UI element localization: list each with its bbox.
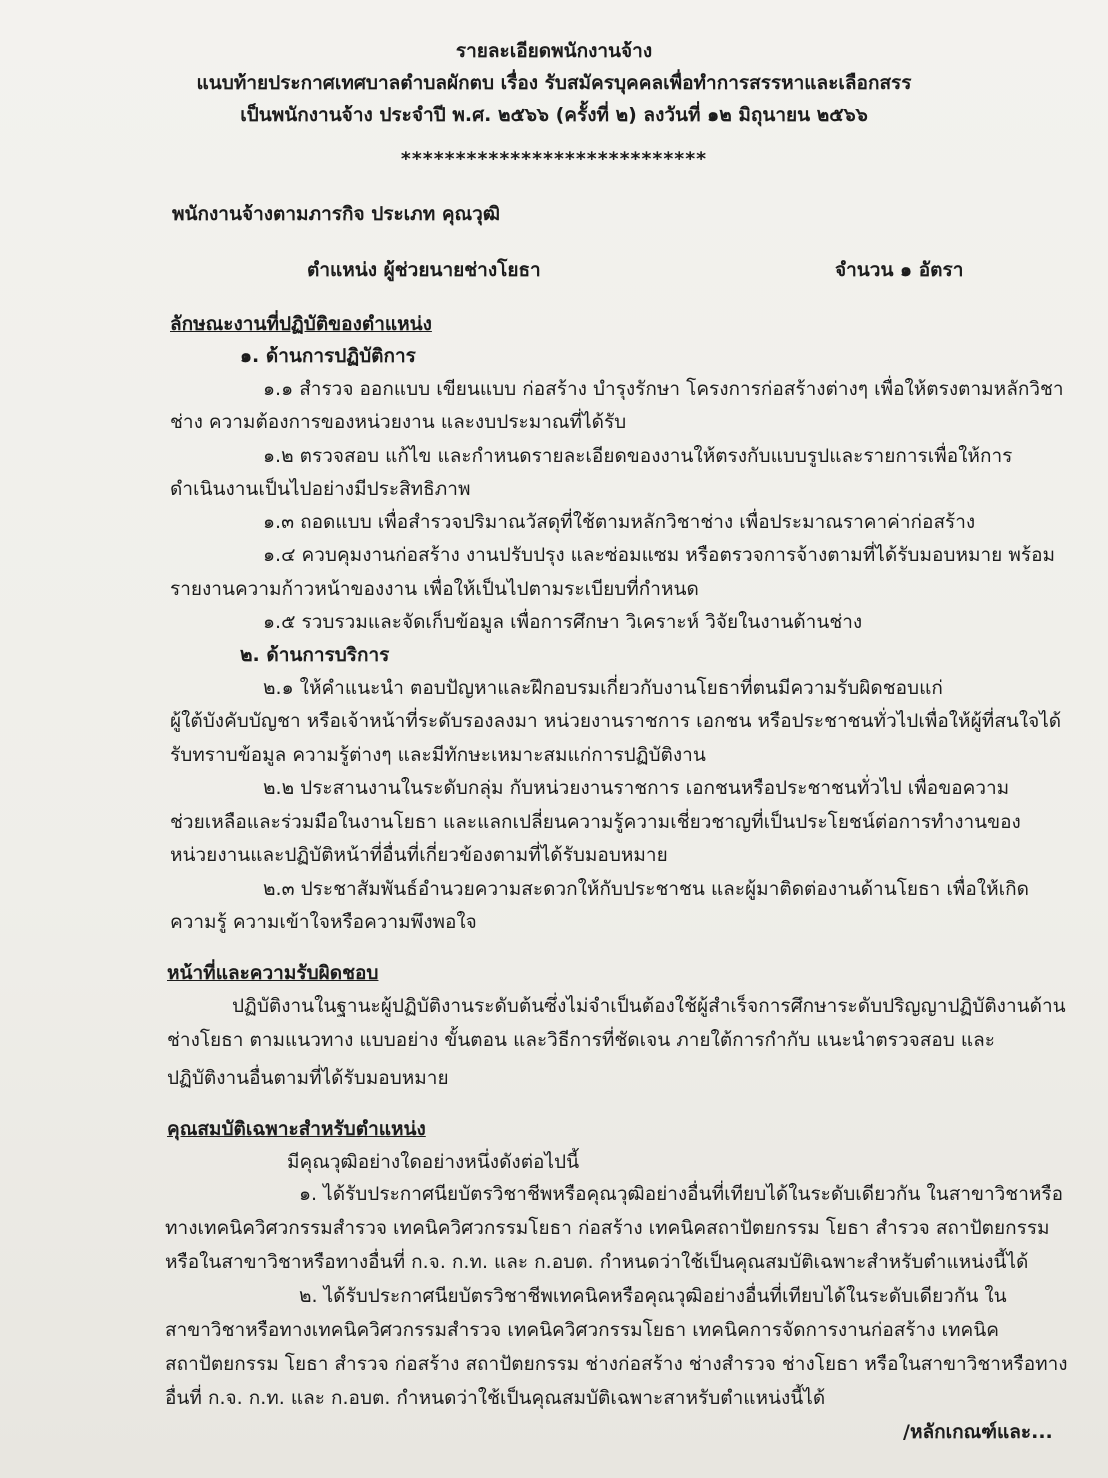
duty-2-3-line2: ความรู้ ความเข้าใจหรือความพึงพอใจ [170, 911, 477, 933]
duty-1-1-line2: ช่าง ความต้องการของหน่วยงาน และงบประมาณที่ได้รับ [170, 411, 627, 433]
qualification-1-line1: ๑. ได้รับประกาศนียบัตรวิชาชีพหรือคุณวุฒิอย่างอื่นที่เทียบได้ในระดับเดียวกัน ในสาขาวิชาหรือ [299, 1183, 1064, 1205]
qualifications-heading: คุณสมบัติเฉพาะสำหรับตำแหน่ง [167, 1118, 426, 1140]
duty-1-2-line2: ดำเนินงานเป็นไปอย่างมีประสิทธิภาพ [170, 478, 471, 500]
qualification-1-line2: ทางเทคนิควิศวกรรมสำรวจ เทคนิควิศวกรรมโยธา ก่อสร้าง เทคนิคสถาปัตยกรรม โยธา สำรวจ สถาปัตยกรรม [165, 1217, 1050, 1239]
duty-2-1-line2: ผู้ใต้บังคับบัญชา หรือเจ้าหน้าที่ระดับรองลงมา หน่วยงานราชการ เอกชน หรือประชาชนทั่วไปเพื่อให้ผู้ที่สนใจได้ [170, 710, 1062, 732]
duty-2-1-line1: ๒.๑ ให้คำแนะนำ ตอบปัญหาและฝึกอบรมเกี่ยวกับงานโยธาที่ตนมีความรับผิดชอบแก่ [263, 677, 943, 699]
duty-2-1-line3: รับทราบข้อมูล ความรู้ต่างๆ และมีทักษะเหมาะสมแก่การปฏิบัติงาน [170, 744, 706, 766]
duty-2-3-line1: ๒.๓ ประชาสัมพันธ์อำนวยความสะดวกให้กับประชาชน และผู้มาติดต่องานด้านโยธา เพื่อให้เกิด [263, 878, 1029, 900]
qualification-2-line2: สาขาวิชาหรือทางเทคนิควิศวกรรมสำรวจ เทคนิควิศวกรรมโยธา เทคนิคการจัดการงานก่อสร้าง เทคนิค [165, 1319, 999, 1341]
section-operation-heading: ๑. ด้านการปฏิบัติการ [240, 345, 416, 367]
duty-2-2-line1: ๒.๒ ประสานงานในระดับกลุ่ม กับหน่วยงานราชการ เอกชนหรือประชาชนทั่วไป เพื่อขอความ [263, 777, 1010, 799]
continued-marker: /หลักเกณฑ์และ... [903, 1421, 1053, 1443]
qualification-2-line3: สถาปัตยกรรม โยธา สำรวจ ก่อสร้าง สถาปัตยกรรม ช่างก่อสร้าง ช่างสำรวจ ช่างโยธา หรือในสาขาวิชาหรือทาง [165, 1353, 1068, 1375]
duty-1-3: ๑.๓ ถอดแบบ เพื่อสำรวจปริมาณวัสดุที่ใช้ตามหลักวิชาช่าง เพื่อประมาณราคาค่าก่อสร้าง [263, 511, 976, 533]
employment-type: พนักงานจ้างตามภารกิจ ประเภท คุณวุฒิ [172, 203, 501, 225]
document-date-line: เป็นพนักงานจ้าง ประจำปี พ.ศ. ๒๕๖๖ (ครั้งที่ ๒) ลงวันที่ ๑๒ มิถุนายน ๒๕๖๖ [240, 104, 868, 126]
qualification-2-line4: อื่นที่ ก.จ. ก.ท. และ ก.อบต. กำหนดว่าใช้เป็นคุณสมบัติเฉพาะสาหรับตำแหน่งนี้ได้ [165, 1387, 826, 1409]
qualification-1-line3: หรือในสาขาวิชาหรือทางอื่นที่ ก.จ. ก.ท. และ ก.อบต. กำหนดว่าใช้เป็นคุณสมบัติเฉพาะสำหรับตำแหน่งนี้ได้ [165, 1251, 1029, 1273]
duty-2-2-line2: ช่วยเหลือและร่วมมือในงานโยธา และแลกเปลี่ยนความรู้ความเชี่ยวชาญที่เป็นประโยชน์ต่อการทำงานของ [170, 811, 1021, 833]
responsibility-line3: ปฏิบัติงานอื่นตามที่ได้รับมอบหมาย [167, 1067, 449, 1089]
responsibility-line2: ช่างโยธา ตามแนวทาง แบบอย่าง ขั้นตอน และวิธีการที่ชัดเจน ภายใต้การกำกับ แนะนำตรวจสอบ และ [167, 1029, 995, 1051]
separator-stars: **************************** [400, 148, 708, 170]
duty-1-4-line2: รายงานความก้าวหน้าของงาน เพื่อให้เป็นไปตามระเบียบที่กำหนด [170, 578, 699, 600]
duty-1-1-line1: ๑.๑ สำรวจ ออกแบบ เขียนแบบ ก่อสร้าง บำรุงรักษา โครงการก่อสร้างต่างๆ เพื่อให้ตรงตามหลักวิชา [263, 378, 1064, 400]
duties-heading: ลักษณะงานที่ปฏิบัติของตำแหน่ง [170, 313, 432, 335]
position-count: จำนวน ๑ อัตรา [835, 259, 964, 281]
qualifications-intro: มีคุณวุฒิอย่างใดอย่างหนึ่งดังต่อไปนี้ [287, 1151, 580, 1173]
duty-1-2-line1: ๑.๒ ตรวจสอบ แก้ไข และกำหนดรายละเอียดของงานให้ตรงกับแบบรูปและรายการเพื่อให้การ [263, 445, 1013, 467]
responsibility-heading: หน้าที่และความรับผิดชอบ [167, 962, 379, 984]
responsibility-line1: ปฏิบัติงานในฐานะผู้ปฏิบัติงานระดับต้นซึ่งไม่จำเป็นต้องใช้ผู้สำเร็จการศึกษาระดับปริญญาปฏิบัติงานด้าน [232, 995, 1066, 1017]
position-title: ตำแหน่ง ผู้ช่วยนายช่างโยธา [307, 259, 541, 281]
duty-1-5: ๑.๕ รวบรวมและจัดเก็บข้อมูล เพื่อการศึกษา วิเคราะห์ วิจัยในงานด้านช่าง [263, 611, 863, 633]
duty-2-2-line3: หน่วยงานและปฏิบัติหน้าที่อื่นที่เกี่ยวข้องตามที่ได้รับมอบหมาย [170, 844, 668, 866]
section-service-heading: ๒. ด้านการบริการ [240, 644, 390, 666]
document-subtitle: แนบท้ายประกาศเทศบาลตำบลผักตบ เรื่อง รับสมัครบุคคลเพื่อทำการสรรหาและเลือกสรร [196, 72, 912, 94]
qualification-2-line1: ๒. ได้รับประกาศนียบัตรวิชาชีพเทคนิคหรือคุณวุฒิอย่างอื่นที่เทียบได้ในระดับเดียวกัน ใน [299, 1285, 1007, 1307]
document-title: รายละเอียดพนักงานจ้าง [455, 40, 653, 62]
duty-1-4-line1: ๑.๔ ควบคุมงานก่อสร้าง งานปรับปรุง และซ่อมแซม หรือตรวจการจ้างตามที่ได้รับมอบหมาย พร้อม [263, 544, 1056, 566]
